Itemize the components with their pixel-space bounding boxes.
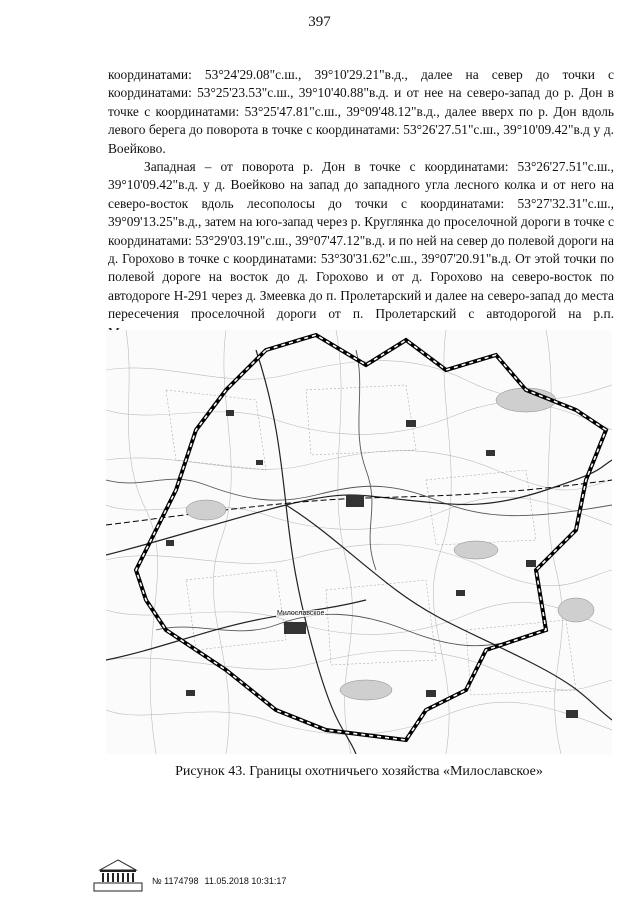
- figure-caption: Рисунок 43. Границы охотничьего хозяйства «Милославское»: [175, 764, 543, 779]
- stamp-datetime: 11.05.2018 10:31:17: [204, 876, 287, 886]
- registration-stamp: [90, 856, 286, 892]
- hunting-ground-map: [106, 330, 612, 754]
- field-boundaries: [166, 385, 576, 695]
- paragraph-2: Западная – от поворота р. Дон в точке с координатами: 53°26'27.51"с.ш., 39°10'09.42"в.д. у д. Воейково на запад до западного угла лесного колка и от него на северо-восток вдоль лесополосы до точки с координатами: 53°27'32.31"с.ш., 39°09'13.25"в.д., затем на юго-запад через р. Круглянка до проселочной дороги в точке с координатами: 53°29'03.19"с.ш., 39°07'47.12"в.д. и по ней на север до полевой дороги на д. Горохово в точке с координатами: 53°30'31.62"с.ш., 39°07'20.91"в.д. От этой точки по полевой дороге на восток до д. Горохово и от д. Горохово на северо-восток по автодороге Н-291 через д. Змеевка до п. Пролетарский и далее на северо-запад до места пересечения проселочной дороги от п. Пролетарский с автодорогой на р.п.: [108, 159, 614, 322]
- map-drawing: [106, 330, 612, 754]
- map-label-miloslavskoe: Милославское: [277, 610, 325, 617]
- forests: [186, 388, 594, 700]
- body-text: [108, 66, 614, 342]
- paragraph-1: координатами: 53°24'29.08"с.ш., 39°10'29.21"в.д., далее на север до точки с координатами: 53°25'23.53"с.ш., 39°10'40.88"в.д. и от нее на северо-запад до р. Дон в точке с координатами: 53°25'47.81"с.ш., 39°09'48.12"в.д., далее вверх по р. Дон вдоль левого берега до поворота в точке с координатами: 53°26'27.51"с.ш., 39°10'09.42"в.д у д. Воейково.: [108, 67, 614, 156]
- stamp-number: № 1174798: [152, 876, 199, 886]
- page-number: 397: [308, 14, 331, 30]
- government-building-icon: [90, 858, 146, 892]
